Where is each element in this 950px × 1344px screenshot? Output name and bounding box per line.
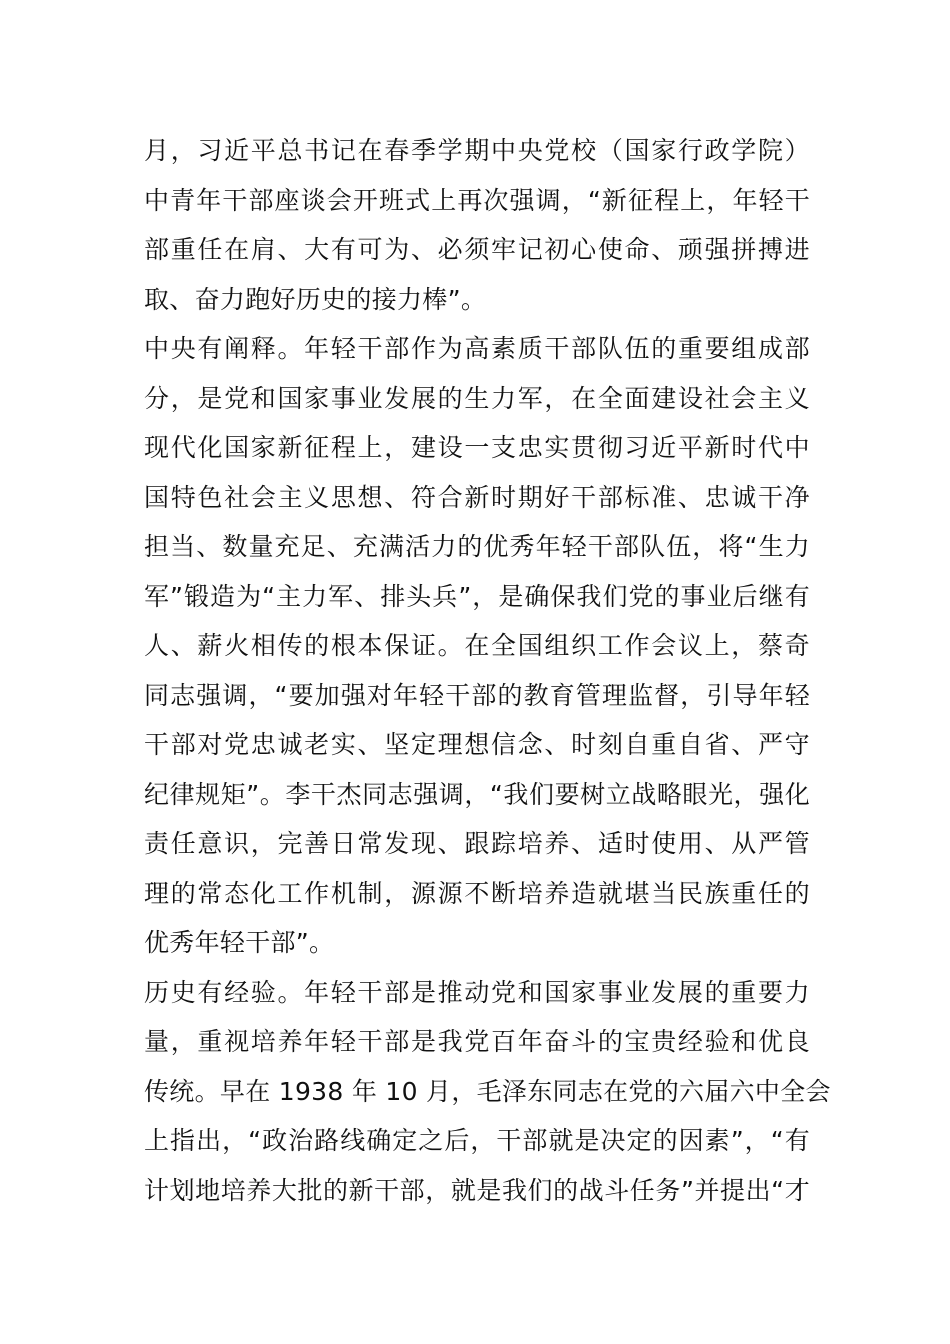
- text-line: 中青年干部座谈会开班式上再次强调，“新征程上，年轻干: [144, 185, 810, 215]
- text-line: 月，习近平总书记在春季学期中央党校（国家行政学院）: [144, 136, 810, 165]
- text-line: 优秀年轻干部”。: [144, 928, 335, 957]
- text-line: 国特色社会主义思想、符合新时期好干部标准、忠诚干净: [144, 482, 810, 512]
- text-line: 计划地培养大批的新干部，就是我们的战斗任务”并提出“才: [144, 1175, 810, 1205]
- text-line: 军”锻造为“主力军、排头兵”，是确保我们党的事业后继有: [144, 581, 810, 611]
- text-line: 担当、数量充足、充满活力的优秀年轻干部队伍，将“生力: [144, 532, 810, 561]
- body-text: [144, 126, 831, 1215]
- text-line: 分，是党和国家事业发展的生力军，在全面建设社会主义: [144, 383, 810, 413]
- text-line: 取、奋力跑好历史的接力棒”。: [144, 284, 487, 314]
- text-line: 同志强调，“要加强对年轻干部的教育管理监督，引导年轻: [144, 680, 810, 710]
- text-line: 人、薪火相传的根本保证。在全国组织工作会议上，蔡奇: [144, 631, 810, 660]
- text-line: 量，重视培养年轻干部是我党百年奋斗的宝贵经验和优良: [144, 1027, 810, 1056]
- text-line: 干部对党忠诚老实、坚定理想信念、时刻自重自省、严守: [144, 730, 810, 759]
- text-line: 历史有经验。年轻干部是推动党和国家事业发展的重要力: [144, 977, 810, 1007]
- text-line: 责任意识，完善日常发现、跟踪培养、适时使用、从严管: [144, 829, 810, 858]
- text-line: 上指出，“政治路线确定之后，干部就是决定的因素”，“有: [144, 1126, 810, 1155]
- text-line: 理的常态化工作机制，源源不断培养造就堪当民族重任的: [144, 878, 810, 908]
- text-line: 部重任在肩、大有可为、必须牢记初心使命、顽强拼搏进: [144, 235, 810, 264]
- text-line: 传统。早在 1938 年 10 月，毛泽东同志在党的六届六中全会: [144, 1076, 831, 1106]
- text-line: 纪律规矩”。李干杰同志强调，“我们要树立战略眼光，强化: [144, 779, 810, 809]
- text-line: 现代化国家新征程上，建设一支忠实贯彻习近平新时代中: [144, 433, 810, 462]
- text-line: 中央有阐释。年轻干部作为高素质干部队伍的重要组成部: [144, 334, 810, 363]
